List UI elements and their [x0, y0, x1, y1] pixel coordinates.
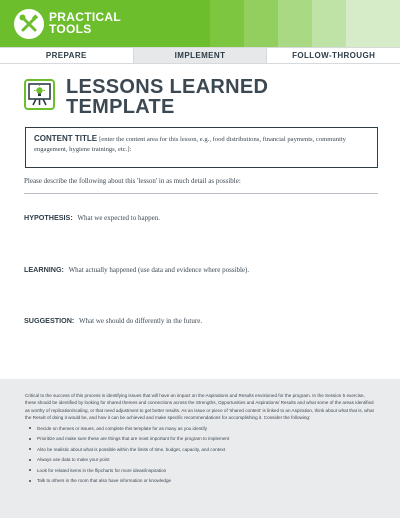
guidance-paragraph: Critical to the success of this process is identifying issues that will have an impact on the Aspirations and Results envisioned for the program. In the Session 5 exercise, these should be identified by looking for shared themes and connections across the Strengths, Opportunities and Aspirations/ Results and what some of the areas identified as worthy of replication/scaling, or that need adjustment to get better results. As an issue or piece of 'shared content' is linked to an Aspiration, think about what that is, what the Result of doing it would be, and how it can be achieved and make specific recommendations for accomplishing it. Consider the following: [25, 393, 374, 421]
hypothesis-section [24, 213, 384, 222]
list-item: Also be realistic about what is possible within the limits of time, budget, capacity, and context [25, 446, 375, 453]
suggestion-section [24, 316, 384, 325]
page-title-line-1: LESSONS LEARNED [66, 76, 269, 98]
presentation-lightbulb-icon [24, 79, 55, 110]
list-item: Talk to others in the room that also have information or knowledge [25, 477, 375, 484]
header-band [0, 0, 400, 47]
list-item: Prioritize and make sure these are things that are most important for the program to implement [25, 435, 375, 442]
header-stripe [244, 0, 278, 47]
header-stripe [210, 0, 244, 47]
hypothesis-prompt: What we expected to happen. [77, 214, 160, 222]
suggestion-label: SUGGESTION: [24, 316, 75, 325]
content-title-field[interactable] [25, 127, 378, 168]
brand-line-2: TOOLS [49, 22, 92, 36]
list-item: Always use data to make your point [25, 456, 375, 463]
instructions-text: Please describe the following about this 'lesson' in as much detail as possible: [24, 177, 378, 194]
brand-line-1: PRACTICAL [49, 10, 122, 24]
learning-label: LEARNING: [24, 265, 64, 274]
learning-prompt: What actually happened (use data and evidence where possible). [68, 266, 250, 274]
learning-section [24, 265, 384, 274]
tab-follow-through[interactable]: FOLLOW-THROUGH [292, 51, 376, 60]
hypothesis-label: HYPOTHESIS: [24, 213, 73, 222]
suggestion-prompt: What we should do differently in the future. [78, 317, 203, 325]
list-item: Look for related items in the flipcharts for more ideas/inspiration [25, 467, 375, 474]
phase-nav [0, 47, 400, 64]
header-stripe [312, 0, 346, 47]
page-title-line-2: TEMPLATE [66, 96, 175, 118]
header-stripe [346, 0, 400, 47]
content-title-label: CONTENT TITLE [34, 134, 98, 143]
list-item: Decide on themes or issues, and complete this template for as many as you identify [25, 425, 375, 432]
page-title [66, 77, 268, 117]
content-title-hint: [enter the content area for this lesson, e.g., food distributions, financial payments, community engagement, hygiene trainings, etc.]: [34, 136, 346, 153]
header-stripe [278, 0, 312, 47]
tools-icon [14, 9, 44, 39]
tab-implement[interactable]: IMPLEMENT [134, 48, 268, 63]
guidance-panel [0, 379, 400, 518]
brand-name [49, 11, 121, 35]
tab-prepare[interactable]: PREPARE [0, 48, 134, 63]
guidance-list [25, 425, 375, 485]
